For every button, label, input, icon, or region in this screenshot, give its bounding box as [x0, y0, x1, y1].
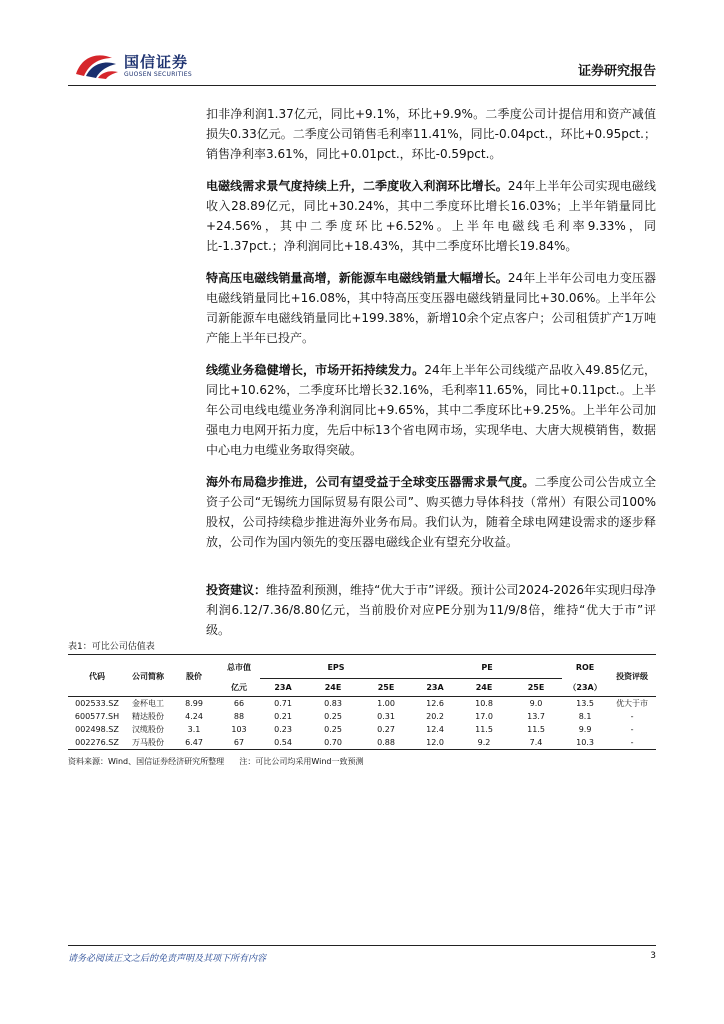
table-source — [68, 756, 363, 767]
header-pe: PE — [412, 656, 562, 679]
header-mcap-unit: 亿元 — [231, 682, 247, 692]
paragraph-magnet-wire — [206, 176, 656, 256]
cell-rating: - — [630, 712, 634, 721]
table-title: 表1：可比公司估值表 — [68, 642, 155, 652]
paragraph-lead: 海外布局稳步推进，公司有望受益于全球变压器需求景气度。 — [206, 475, 535, 489]
cell-pe: 20.2 — [426, 712, 444, 721]
cell-eps: 0.25 — [324, 712, 342, 721]
cell-name: 金杯电工 — [132, 699, 164, 708]
cell-code: 002498.SZ — [75, 725, 119, 734]
cell-pe: 10.8 — [475, 699, 493, 708]
cell-price: 3.1 — [187, 725, 201, 734]
header-mcap: 总市值 — [227, 662, 251, 672]
cell-name: 汉缆股份 — [132, 725, 164, 734]
table-top-rule — [68, 654, 656, 655]
table-note-text: 注：可比公司均采用Wind一致预测 — [239, 757, 364, 766]
cell-roe: 9.9 — [578, 725, 592, 734]
paragraph-lead: 电磁线需求景气度持续上升，二季度收入利润环比增长。 — [206, 179, 508, 193]
cell-pe: 9.2 — [477, 738, 491, 747]
cell-name: 精达股份 — [132, 712, 164, 721]
page-number: 3 — [650, 951, 656, 961]
cell-eps: 0.88 — [377, 738, 395, 747]
header-pe-24e: 24E — [475, 683, 493, 692]
paragraph-overseas — [206, 472, 656, 552]
cell-eps: 0.70 — [324, 738, 342, 747]
paragraph-cable — [206, 360, 656, 460]
cell-pe: 9.0 — [529, 699, 543, 708]
footer-divider — [68, 945, 656, 946]
cell-mcap: 88 — [233, 712, 245, 721]
paragraph-lead: 特高压电磁线销量高增，新能源车电磁线销量大幅增长。 — [206, 271, 508, 285]
cell-eps: 0.27 — [377, 725, 395, 734]
cell-rating: 优大于市 — [616, 699, 649, 708]
cell-eps: 0.31 — [377, 712, 395, 721]
cell-price: 8.99 — [185, 699, 203, 708]
paragraph-text: 24年上半年公司电力变压器电磁线销量同比+16.08%，其中特高压变压器电磁线销量同比+30.06%。上半年公司新能源车电磁线销量同比+199.38%，新增10余个定点客户；公司租赁扩产1万吨产能上半年已投产。 — [206, 271, 656, 345]
header-rating: 投资评级 — [616, 671, 649, 681]
header-eps-25e: 25E — [377, 683, 395, 692]
paragraph-text: 24年上半年公司实现电磁线收入28.89亿元，同比+30.24%，其中二季度环比增长16.03%；上半年销量同比+24.56%，其中二季度环比+6.52%。上半年电磁线毛利率9.33%，同比-1.37pct.；净利润同比+18.43%，其中二季度环比增长19.84%。 — [206, 179, 656, 253]
paragraph-text: 二季度公司公告成立全资子公司“无锡统力国际贸易有限公司”、购买德力导体科技（常州）有限公司100%股权，公司持续稳步推进海外业务布局。我们认为，随着全球电网建设需求的逐步释放，公司作为国内领先的变压器电磁线企业有望充分收益。 — [206, 475, 656, 549]
cell-eps: 0.23 — [274, 725, 292, 734]
investment-lead: 投资建议： — [206, 583, 267, 597]
cell-mcap: 67 — [233, 738, 245, 747]
cell-name: 万马股份 — [132, 738, 164, 747]
cell-rating: - — [630, 725, 634, 734]
cell-pe: 11.5 — [527, 725, 545, 734]
company-logo — [68, 48, 208, 82]
footer-disclaimer: 请务必阅读正文之后的免责声明及其项下所有内容 — [68, 954, 267, 964]
header-eps: EPS — [260, 656, 412, 679]
table-row — [68, 723, 656, 736]
cell-rating: - — [630, 738, 634, 747]
header-price: 股价 — [186, 671, 202, 681]
logo-text-en: GUOSEN SECURITIES — [124, 71, 193, 78]
cell-pe: 12.4 — [426, 725, 444, 734]
cell-mcap: 66 — [233, 699, 245, 708]
cell-eps: 0.54 — [274, 738, 292, 747]
header-roe: ROE — [575, 662, 595, 672]
cell-price: 4.24 — [185, 712, 203, 721]
investment-advice — [206, 580, 656, 640]
cell-roe: 13.5 — [576, 699, 594, 708]
paragraph-lead: 线缆业务稳健增长，市场开拓持续发力。 — [206, 363, 425, 377]
page-header — [68, 46, 656, 82]
cell-price: 6.47 — [185, 738, 203, 747]
cell-pe: 12.0 — [426, 738, 444, 747]
table-row — [68, 697, 656, 711]
header-roe-year: （23A） — [568, 682, 602, 692]
header-pe-23a: 23A — [426, 683, 444, 692]
cell-pe: 12.6 — [426, 699, 444, 708]
cell-roe: 8.1 — [578, 712, 592, 721]
table-source-text: 资料来源：Wind、国信证券经济研究所整理 — [68, 757, 225, 766]
cell-eps: 0.83 — [324, 699, 342, 708]
header-divider — [68, 85, 656, 86]
cell-eps: 0.71 — [274, 699, 292, 708]
cell-eps: 0.25 — [324, 725, 342, 734]
cell-code: 002276.SZ — [75, 738, 119, 747]
header-eps-23a: 23A — [274, 683, 292, 692]
cell-pe: 11.5 — [475, 725, 493, 734]
header-eps-24e: 24E — [324, 683, 342, 692]
cell-eps: 1.00 — [377, 699, 395, 708]
header-code: 代码 — [89, 671, 105, 681]
investment-text: 维持盈利预测，维持“优大于市”评级。预计公司2024-2026年实现归母净利润6.12/7.36/8.80亿元，当前股价对应PE分别为11/9/8倍，维持“优大于市”评级。 — [206, 583, 656, 637]
guosen-logo-icon — [72, 50, 120, 80]
header-name: 公司简称 — [132, 671, 164, 681]
paragraph-text: 24年上半年公司线缆产品收入49.85亿元，同比+10.62%，二季度环比增长32.16%，毛利率11.65%，同比+0.11pct.。上半年公司电线电缆业务净利润同比+9.65%，其中二季度环比+9.25%。上半年公司加强电力电网开拓力度，先后中标13个省电网市场，实现华电、大唐大规模销售，数据中心电力电缆业务取得突破。 — [206, 363, 656, 457]
cell-pe: 17.0 — [475, 712, 493, 721]
valuation-table — [68, 656, 656, 750]
logo-text-cn: 国信证券 — [124, 53, 189, 71]
cell-code: 600577.SH — [74, 712, 120, 721]
report-type-label: 证券研究报告 — [577, 64, 656, 79]
cell-roe: 10.3 — [576, 738, 594, 747]
header-pe-25e: 25E — [527, 683, 545, 692]
paragraph-text: 扣非净利润1.37亿元，同比+9.1%，环比+9.9%。二季度公司计提信用和资产减值损失0.33亿元。二季度公司销售毛利率11.41%，同比-0.04pct.，环比+0.95pct.；销售净利率3.61%，同比+0.01pct.，环比-0.59pct.。 — [206, 107, 656, 161]
cell-eps: 0.21 — [274, 712, 292, 721]
table-row — [68, 736, 656, 750]
report-body — [206, 104, 656, 652]
table-row — [68, 710, 656, 723]
paragraph-uhv — [206, 268, 656, 348]
cell-pe: 7.4 — [529, 738, 543, 747]
cell-mcap: 103 — [231, 725, 247, 734]
cell-pe: 13.7 — [527, 712, 545, 721]
paragraph-profit — [206, 104, 656, 164]
cell-code: 002533.SZ — [75, 699, 119, 708]
